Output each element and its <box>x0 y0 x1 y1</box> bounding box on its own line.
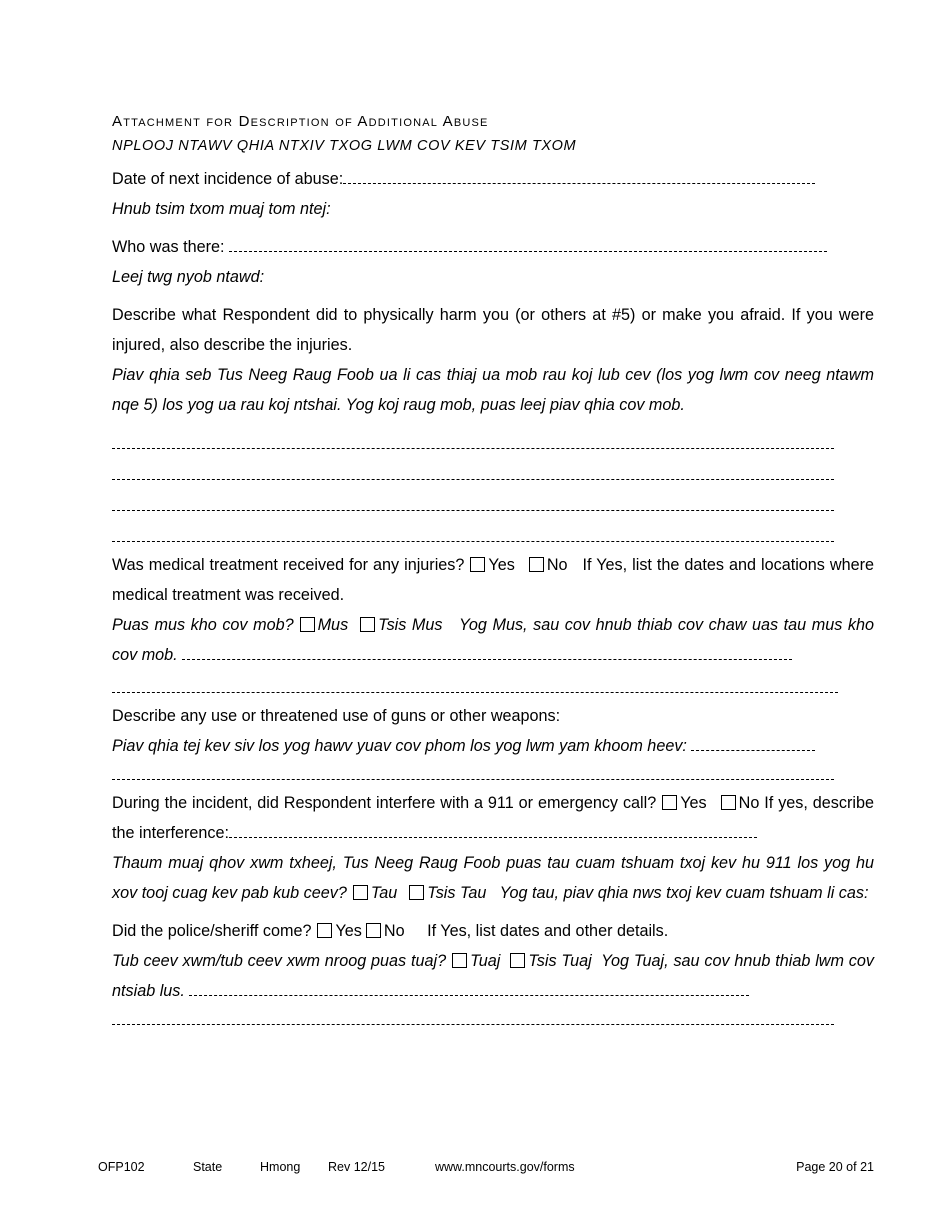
form-page <box>112 110 874 1033</box>
harm-answer-line[interactable] <box>112 488 834 511</box>
police-followup-hmong: Yog Tuaj, sau cov hnub thiab lwm cov ntsiab lus. <box>112 952 874 1000</box>
footer-url[interactable]: www.mncourts.gov/forms <box>435 1160 575 1174</box>
page-title: Attachment for Description of Additional Abuse <box>112 113 489 130</box>
medical-no-checkbox[interactable] <box>529 557 544 572</box>
call-followup-hmong: Yog tau, piav qhia nws txoj kev cuam tshuam li cas: <box>499 884 869 902</box>
who-field-row <box>112 232 874 262</box>
weapons-answer-input[interactable] <box>691 735 815 751</box>
date-field-input[interactable] <box>343 168 815 184</box>
call-question-hmong-row <box>112 848 874 908</box>
medical-no-hmong-label: Tsis Mus <box>378 616 443 634</box>
call-yes-hmong-label: Tau <box>370 884 398 902</box>
call-followup: If yes, describe the interference: <box>112 794 874 842</box>
page-subtitle-hmong: NPLOOJ NTAWV QHIA NTXIV TXOG LWM COV KEV TSIM TXOM <box>112 138 577 154</box>
police-answer-input[interactable] <box>189 980 749 996</box>
footer-page-number: Page 20 of 21 <box>796 1160 874 1174</box>
who-field-label-hmong: Leej twg nyob ntawd: <box>112 268 265 286</box>
medical-yes-checkbox[interactable] <box>470 557 485 572</box>
police-question-row <box>112 916 874 946</box>
harm-answer-line[interactable] <box>112 426 834 449</box>
call-question-row <box>112 788 874 848</box>
medical-question: Was medical treatment received for any injuries? <box>112 556 465 574</box>
medical-followup: If Yes, list the dates and locations where medical treatment was received. <box>112 556 874 604</box>
footer-revision: Rev 12/15 <box>328 1160 385 1174</box>
police-no-hmong-checkbox[interactable] <box>510 953 525 968</box>
call-question-hmong: Thaum muaj qhov xwm txheej, Tus Neeg Raug Foob puas tau cuam tshuam txoj kev hu 911 los yog hu xov tooj cuag kev pab kub ceev? <box>112 854 874 902</box>
police-question-hmong-row <box>112 946 874 1006</box>
medical-question-hmong-row <box>112 610 874 670</box>
harm-answer-line[interactable] <box>112 457 834 480</box>
harm-description: Describe what Respondent did to physically harm you (or others at #5) or make you afraid. If you were injured, also describe the injuries. <box>112 306 874 354</box>
harm-answer-line[interactable] <box>112 519 834 542</box>
harm-description-hmong: Piav qhia seb Tus Neeg Raug Foob ua li cas thiaj ua mob rau koj lub cev (los yog lwm cov neeg ntawm nqe 5) los yog ua rau koj ntshai. Yog koj raug mob, puas leej piav qhia cov mob. <box>112 366 874 414</box>
weapons-description-hmong: Piav qhia tej kev siv los yog hawv yuav cov phom los yog lwm yam khoom heev: <box>112 737 687 755</box>
call-no-label: No <box>738 794 760 812</box>
medical-answer-input[interactable] <box>182 644 792 660</box>
medical-no-label: No <box>546 556 568 574</box>
footer-state: State <box>193 1160 223 1174</box>
medical-no-hmong-checkbox[interactable] <box>360 617 375 632</box>
footer-language: Hmong <box>260 1160 301 1174</box>
police-no-label: No <box>383 922 405 940</box>
call-yes-label: Yes <box>680 794 707 812</box>
medical-yes-hmong-checkbox[interactable] <box>300 617 315 632</box>
weapons-row-hmong <box>112 731 874 761</box>
call-answer-input[interactable] <box>229 822 757 838</box>
police-no-checkbox[interactable] <box>366 923 381 938</box>
call-no-hmong-label: Tsis Tau <box>427 884 487 902</box>
who-field-input[interactable] <box>229 236 827 252</box>
police-question-hmong: Tub ceev xwm/tub ceev xwm nroog puas tuaj? <box>112 952 447 970</box>
footer-form-id: OFP102 <box>98 1160 145 1174</box>
date-field-label: Date of next incidence of abuse: <box>112 170 344 188</box>
call-yes-hmong-checkbox[interactable] <box>353 885 368 900</box>
police-yes-label: Yes <box>335 922 362 940</box>
medical-answer-line[interactable] <box>112 670 838 693</box>
medical-yes-hmong-label: Mus <box>317 616 349 634</box>
medical-yes-label: Yes <box>488 556 515 574</box>
police-yes-hmong-checkbox[interactable] <box>452 953 467 968</box>
date-field-label-hmong: Hnub tsim txom muaj tom ntej: <box>112 200 331 218</box>
call-no-checkbox[interactable] <box>721 795 736 810</box>
weapons-description: Describe any use or threatened use of guns or other weapons: <box>112 707 561 725</box>
police-yes-checkbox[interactable] <box>317 923 332 938</box>
call-question: During the incident, did Respondent interfere with a 911 or emergency call? <box>112 794 657 812</box>
date-field-row <box>112 164 874 194</box>
medical-question-row <box>112 550 874 610</box>
police-no-hmong-label: Tsis Tuaj <box>528 952 592 970</box>
medical-question-hmong: Puas mus kho cov mob? <box>112 616 294 634</box>
call-yes-checkbox[interactable] <box>662 795 677 810</box>
police-yes-hmong-label: Tuaj <box>470 952 501 970</box>
who-field-label: Who was there: <box>112 238 225 256</box>
call-no-hmong-checkbox[interactable] <box>409 885 424 900</box>
medical-followup-hmong: Yog Mus, sau cov hnub thiab cov chaw uas tau mus kho cov mob. <box>112 616 875 664</box>
police-followup: If Yes, list dates and other details. <box>427 922 669 940</box>
police-question: Did the police/sheriff come? <box>112 922 312 940</box>
